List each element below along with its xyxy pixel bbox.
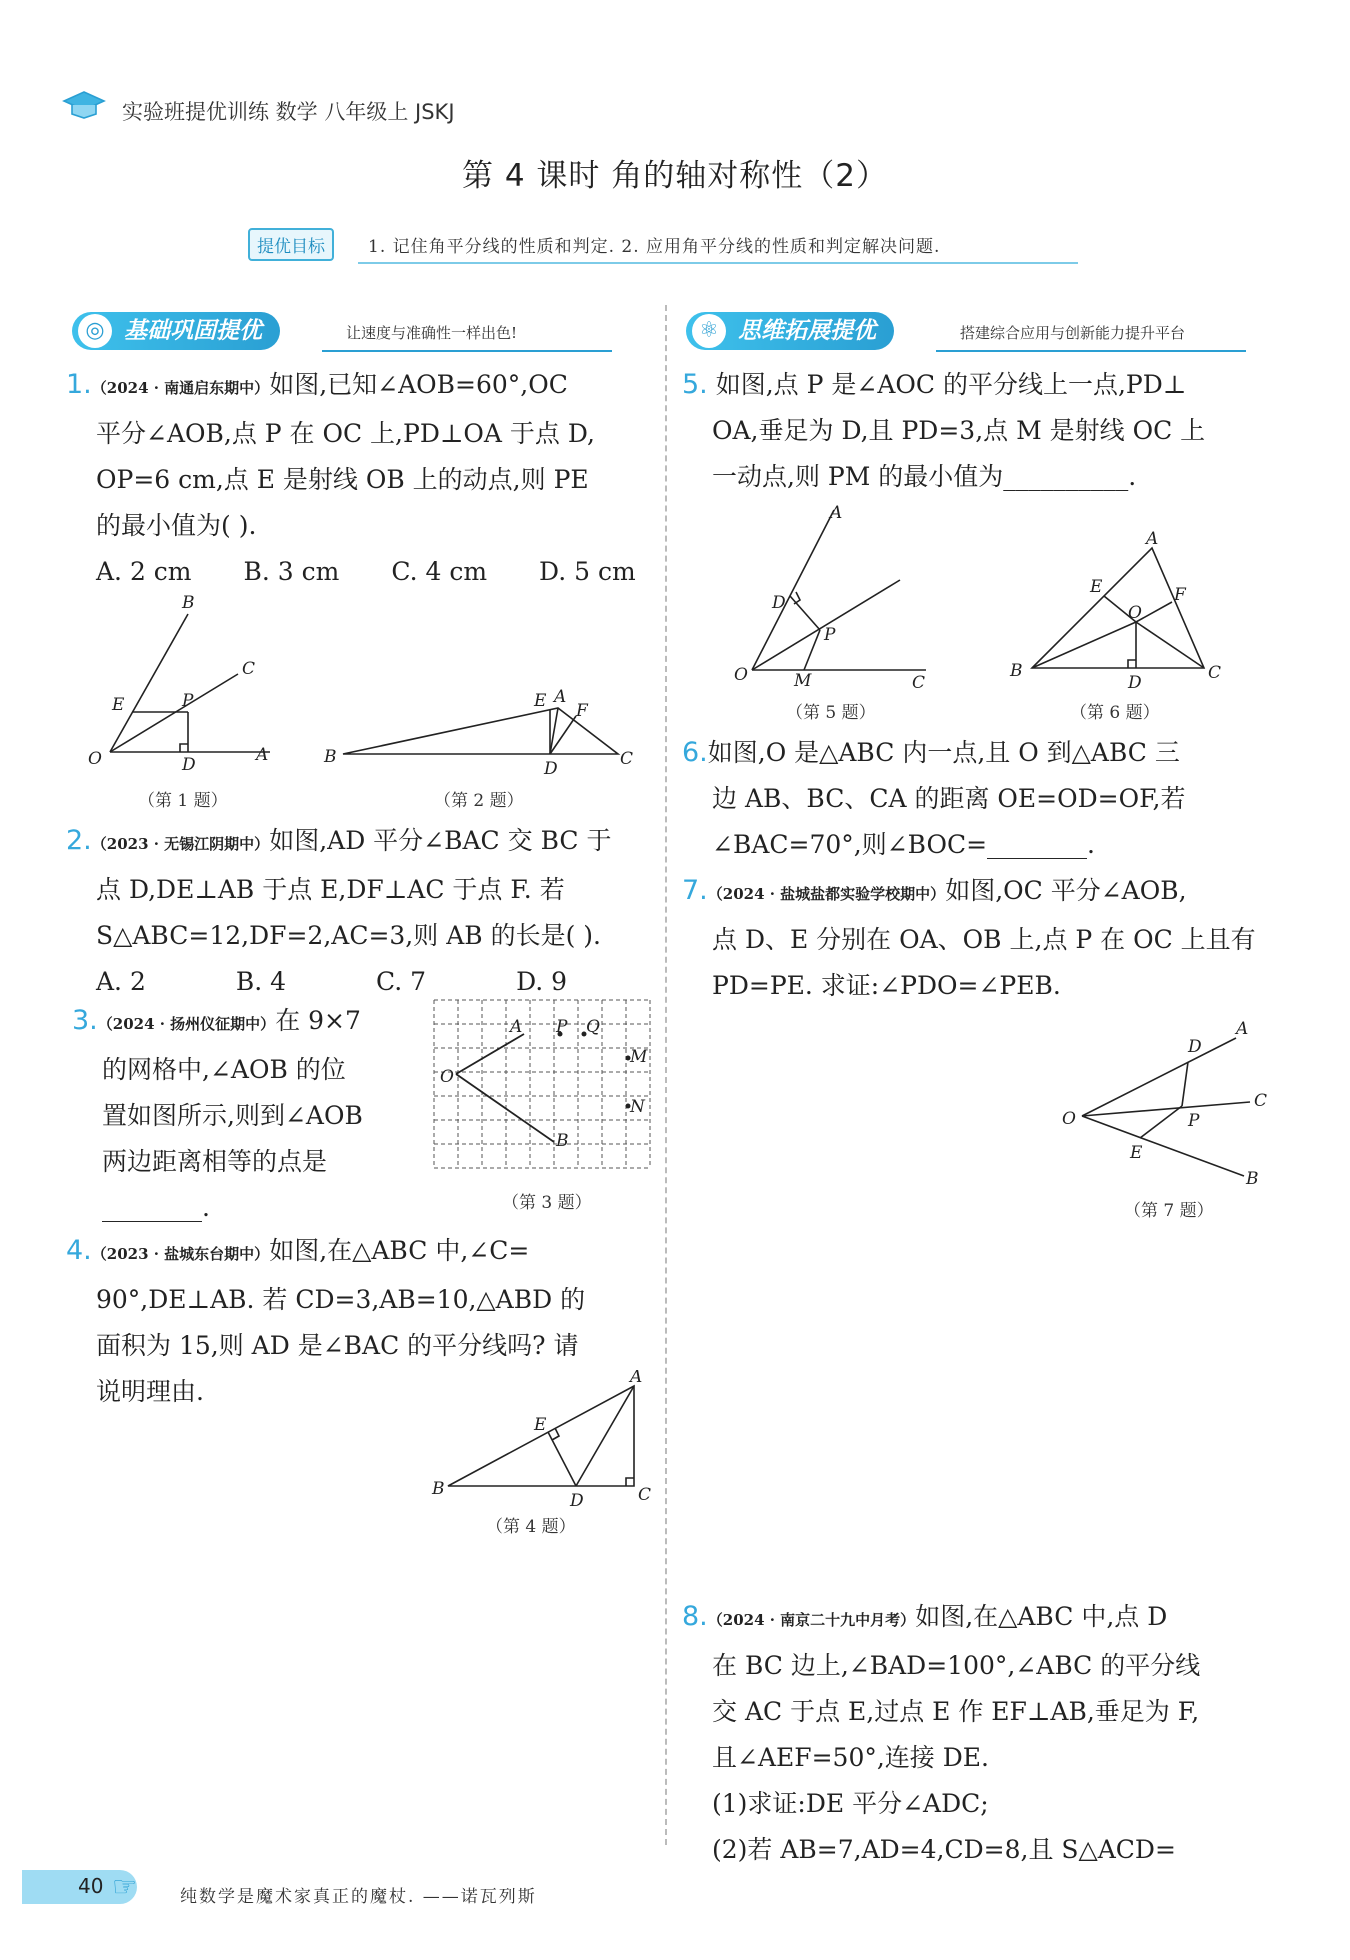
fig2-label-f: F xyxy=(576,701,588,721)
q1-option-b: B. 3 cm xyxy=(243,557,340,586)
fig2-label-e: E xyxy=(534,691,547,711)
figure-2-caption: （第 2 题） xyxy=(434,791,524,811)
book-title: 实验班提优训练 数学 八年级上 JSKJ xyxy=(122,100,455,124)
fig6-label-b: B xyxy=(1010,661,1023,681)
fig1-label-e: E xyxy=(112,695,125,715)
fig7-label-d: D xyxy=(1188,1037,1202,1057)
fig6-label-o: O xyxy=(1128,603,1142,623)
fig1-label-c: C xyxy=(242,659,256,679)
fig7-label-e: E xyxy=(1130,1143,1143,1163)
section-basic-underline xyxy=(322,350,612,352)
fig7-label-o: O xyxy=(1062,1109,1076,1129)
q1-option-c: C. 4 cm xyxy=(391,557,488,586)
q2-option-d: D. 9 xyxy=(516,967,568,996)
section-advanced-banner xyxy=(686,312,1246,352)
question-4: 4.（2023 · 盐城东台期中）如图,在△ABC 中,∠C= 90°,DE⊥AB. 若 CD=3,AB=10,△ABD 的 面积为 15,则 AD 是∠BAC 的平分线吗? 请 说明理由. xyxy=(66,1235,586,1406)
fig1-label-o: O xyxy=(88,749,102,769)
fig6-label-e: E xyxy=(1090,577,1103,597)
fig2-label-a: A xyxy=(554,687,567,707)
fig2-label-d: D xyxy=(544,759,558,779)
page-number: 40 xyxy=(78,1874,104,1898)
fig7-label-p: P xyxy=(1188,1111,1200,1131)
figure-5-caption: （第 5 题） xyxy=(786,703,876,723)
fig6-label-a: A xyxy=(1146,529,1159,549)
q2-option-a: A. 2 xyxy=(96,967,146,996)
book-logo-icon xyxy=(62,90,106,120)
fig1-label-p: P xyxy=(182,691,194,711)
fig7-label-c: C xyxy=(1254,1091,1268,1111)
fig3-label-m: M xyxy=(630,1047,648,1067)
figure-3-caption: （第 3 题） xyxy=(502,1193,592,1213)
fig5-label-d: D xyxy=(772,593,786,613)
fig4-label-b: B xyxy=(432,1479,445,1499)
question-6: 6.如图,O 是△ABC 内一点,且 O 到△ABC 三 边 AB、BC、CA 的距离 OE=OD=OF,若 ∠BAC=70°,则∠BOC=________. xyxy=(682,737,1186,859)
question-1: 1.（2024 · 南通启东期中）如图,已知∠AOB=60°,OC 平分∠AOB,点 P 在 OC 上,PD⊥OA 于点 D, OP=6 cm,点 E 是射线 OB 上的动点,则 PE 的最小值为( ). A. 2 cm B. 3 cm C. 4 cm D. 5 cm xyxy=(66,362,656,595)
fig7-label-a: A xyxy=(1236,1019,1249,1039)
fig4-label-e: E xyxy=(534,1415,547,1435)
fig5-label-a: A xyxy=(830,503,843,523)
figure-3 xyxy=(432,998,657,1178)
goal-tag: 提优目标 xyxy=(248,228,334,261)
section-advanced-underline xyxy=(936,350,1246,352)
question-5: 5. 如图,点 P 是∠AOC 的平分线上一点,PD⊥ OA,垂足为 D,且 PD=3,点 M 是射线 OC 上 一动点,则 PM 的最小值为__________. xyxy=(682,369,1206,491)
fig1-label-b: B xyxy=(182,593,195,613)
figure-6 xyxy=(1000,528,1230,698)
atom-icon: ⚛ xyxy=(692,314,726,348)
question-3: 3.（2024 · 扬州仪征期中）在 9×7 的网格中,∠AOB 的位 置如图所示,则到∠AOB 两边距离相等的点是 ________. xyxy=(72,1005,363,1222)
fig2-label-b: B xyxy=(324,747,337,767)
goal-bar xyxy=(248,228,1078,266)
fig3-label-a: A xyxy=(510,1017,523,1037)
figure-2 xyxy=(318,682,648,782)
fig6-label-f: F xyxy=(1174,585,1186,605)
fig5-label-o: O xyxy=(734,665,748,685)
column-divider xyxy=(665,305,667,1845)
figure-4 xyxy=(428,1370,658,1510)
figure-5 xyxy=(730,500,950,700)
fig5-label-c: C xyxy=(912,673,926,693)
fig3-label-o: O xyxy=(440,1067,454,1087)
question-8: 8.（2024 · 南京二十九中月考）如图,在△ABC 中,点 D 在 BC 边上,∠BAD=100°,∠ABC 的平分线 交 AC 于点 E,过点 E 作 EF⊥AB,垂足为 F, 且∠AEF=50°,连接 DE. (1)求证:DE 平分∠ADC; (2)若 AB=7,AD=4,CD=8,且 S△ACD= xyxy=(682,1601,1201,1864)
fig3-label-p: P xyxy=(556,1017,568,1037)
section-basic-banner xyxy=(72,312,612,352)
fig6-label-d: D xyxy=(1128,673,1142,693)
fig2-label-c: C xyxy=(620,749,634,769)
fig3-label-n: N xyxy=(630,1097,645,1117)
question-7: 7.（2024 · 盐城盐都实验学校期中）如图,OC 平分∠AOB, 点 D、E 分别在 OA、OB 上,点 P 在 OC 上且有 PD=PE. 求证:∠PDO=∠PEB. xyxy=(682,875,1256,1000)
fig6-label-c: C xyxy=(1208,663,1222,683)
goal-text: 1. 记住角平分线的性质和判定. 2. 应用角平分线的性质和判定解决问题. xyxy=(368,237,941,257)
pointing-hand-icon: ☞ xyxy=(112,1870,138,1903)
section-basic-subtitle: 让速度与准确性一样出色! xyxy=(346,324,518,342)
fig3-label-q: Q xyxy=(586,1017,600,1037)
figure-1 xyxy=(80,592,290,772)
fig4-label-a: A xyxy=(630,1370,643,1387)
fig5-label-m: M xyxy=(794,671,812,691)
section-advanced-title: ⚛ 思维拓展提优 xyxy=(686,312,894,350)
goal-underline xyxy=(358,262,1078,264)
fig1-label-d: D xyxy=(182,755,196,772)
figure-1-caption: （第 1 题） xyxy=(138,791,228,811)
figure-7-caption: （第 7 题） xyxy=(1124,1201,1214,1221)
q2-option-b: B. 4 xyxy=(235,967,287,996)
q1-option-d: D. 5 cm xyxy=(539,557,636,586)
figure-6-caption: （第 6 题） xyxy=(1070,703,1160,723)
fig4-label-c: C xyxy=(638,1485,652,1505)
q1-options xyxy=(66,549,656,595)
q1-option-a: A. 2 cm xyxy=(96,557,192,586)
fig3-label-b: B xyxy=(556,1131,569,1151)
section-basic-title: ◎ 基础巩固提优 xyxy=(72,312,280,350)
fig7-label-b: B xyxy=(1246,1169,1259,1189)
section-advanced-subtitle: 搭建综合应用与创新能力提升平台 xyxy=(960,324,1186,342)
question-2: 2.（2023 · 无锡江阴期中）如图,AD 平分∠BAC 交 BC 于 点 D,DE⊥AB 于点 E,DF⊥AC 于点 F. 若 S△ABC=12,DF=2,AC=3,则 AB 的长是( ). A. 2 B. 4 C. 7 D. 9 xyxy=(66,818,666,1005)
fig5-label-p: P xyxy=(824,625,836,645)
fig1-label-a: A xyxy=(256,745,269,765)
figure-7 xyxy=(1058,1016,1278,1196)
q2-option-c: C. 7 xyxy=(376,967,427,996)
footer-quote: 纯数学是魔术家真正的魔杖. ——诺瓦列斯 xyxy=(180,1887,537,1907)
target-icon: ◎ xyxy=(78,314,112,348)
lesson-title: 第 4 课时 角的轴对称性（2） xyxy=(461,158,888,194)
figure-4-caption: （第 4 题） xyxy=(486,1517,576,1537)
fig4-label-d: D xyxy=(570,1491,584,1510)
